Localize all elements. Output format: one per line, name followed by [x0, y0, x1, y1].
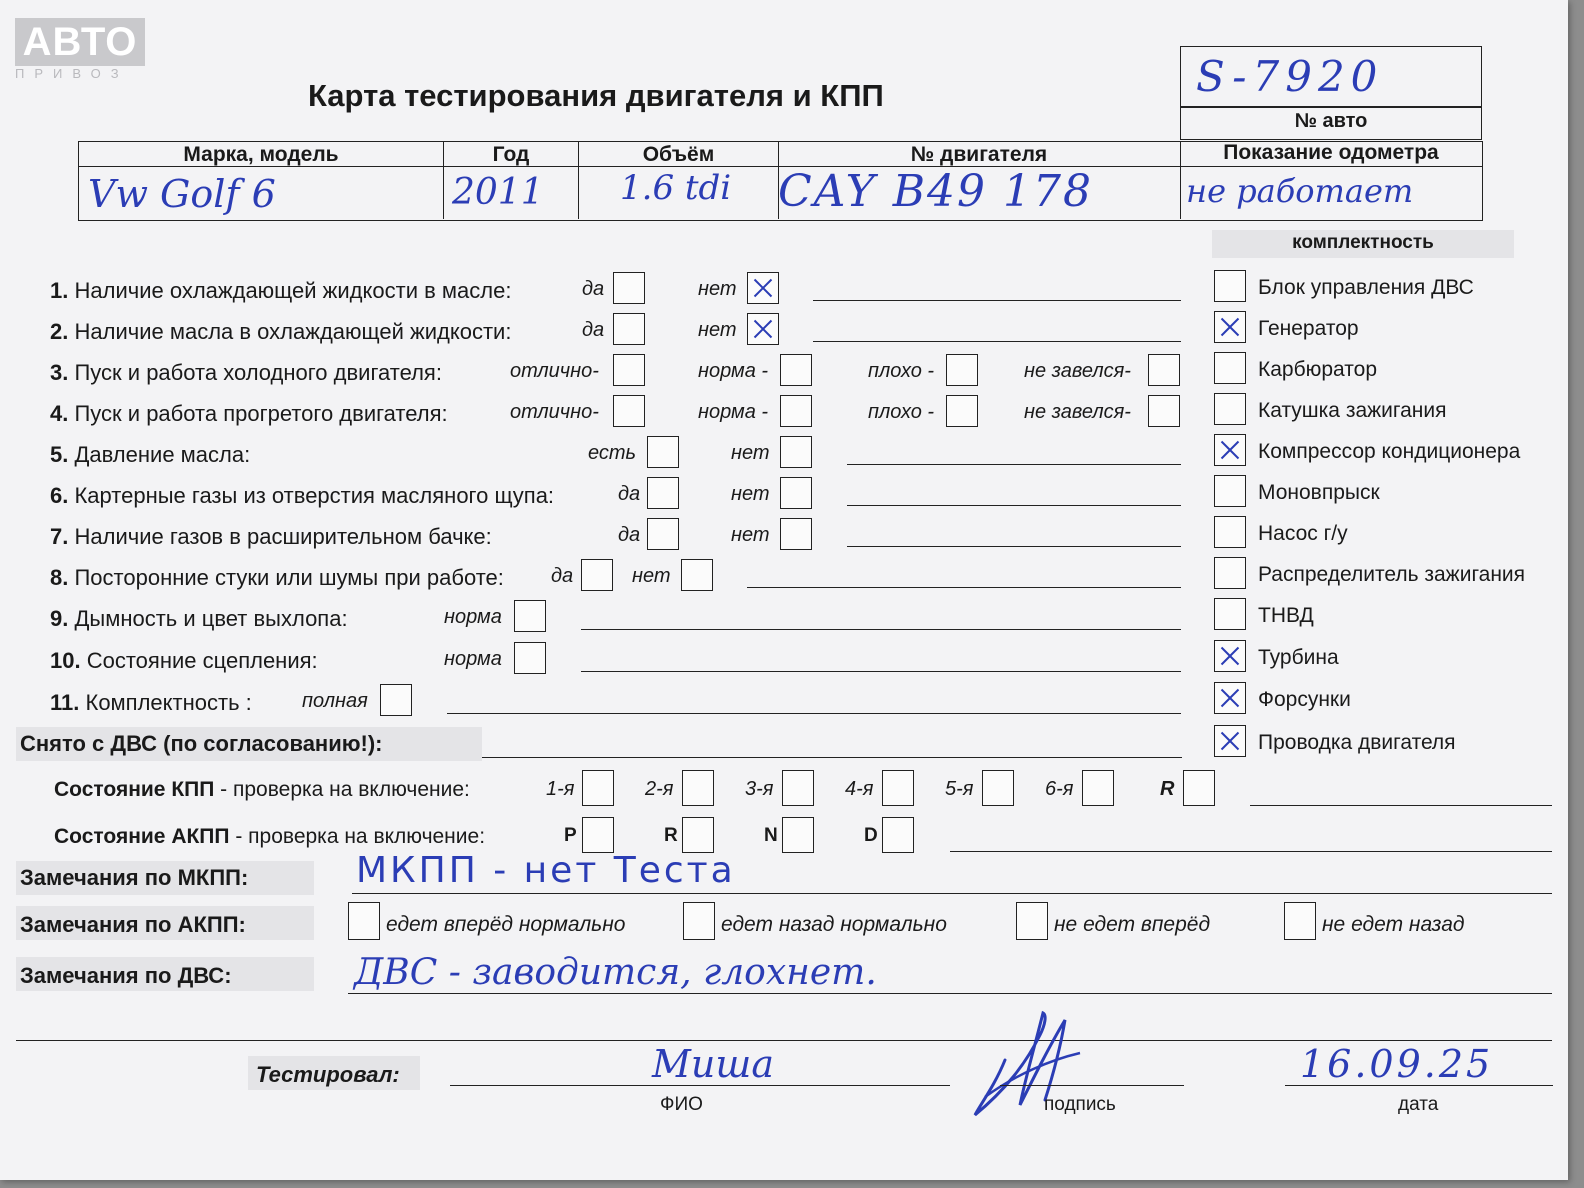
q8-da-checkbox[interactable]	[581, 559, 613, 591]
akpp-mode-r-label: R	[664, 825, 678, 846]
akpp-no-backward-label: не едет назад	[1322, 913, 1465, 936]
gear-r-label: R	[1160, 778, 1175, 800]
q6-net-checkbox[interactable]	[780, 477, 812, 509]
question-11: 11. Комплектность :	[50, 690, 252, 715]
option-not-started: не завелся-	[1024, 360, 1131, 382]
question-9: 9. Дымность и цвет выхлопа:	[50, 606, 348, 631]
gear-2-checkbox[interactable]	[682, 770, 714, 806]
dvs-remarks-label: Замечания по ДВС:	[20, 963, 232, 988]
option-norma: норма	[444, 648, 502, 670]
option-da: да	[618, 483, 641, 505]
q4-bad-checkbox[interactable]	[946, 395, 978, 427]
gear-1-label: 1-я	[546, 778, 575, 800]
q1-net-checkbox[interactable]	[747, 272, 779, 304]
q2-da-checkbox[interactable]	[613, 313, 645, 345]
dvs-remarks-value: ДВС - заводится, глохнет.	[354, 952, 877, 993]
year-value: 2011	[452, 172, 544, 213]
option-norma: норма	[444, 606, 502, 628]
question-8: 8. Посторонние стуки или шумы при работе:	[50, 565, 504, 590]
gear-3-label: 3-я	[745, 778, 774, 800]
option-net: нет	[632, 565, 671, 587]
option-full: полная	[302, 690, 368, 712]
option-da: да	[618, 524, 641, 546]
akpp-mode-n-label: N	[764, 825, 778, 846]
logo-subtitle: ПРИВОЗ	[15, 66, 129, 81]
gear-3-checkbox[interactable]	[782, 770, 814, 806]
make-value: Vw Golf 6	[88, 172, 276, 216]
q9-norma-checkbox[interactable]	[514, 600, 546, 632]
q5-net-checkbox[interactable]	[780, 436, 812, 468]
q1-da-checkbox[interactable]	[613, 272, 645, 304]
question-2: 2. Наличие масла в охлаждающей жидкости:	[50, 319, 512, 344]
kit-item-1: Блок управления ДВС	[1258, 276, 1474, 299]
akpp-label: Состояние АКПП - проверка на включение:	[54, 825, 486, 848]
q4-excellent-checkbox[interactable]	[613, 395, 645, 427]
q8-net-checkbox[interactable]	[681, 559, 713, 591]
gear-1-checkbox[interactable]	[582, 770, 614, 806]
option-da: да	[551, 565, 574, 587]
q7-da-checkbox[interactable]	[647, 518, 679, 550]
gear-6-label: 6-я	[1045, 778, 1074, 800]
akpp-mode-r-checkbox[interactable]	[682, 817, 714, 853]
question-1: 1. Наличие охлаждающей жидкости в масле:	[50, 278, 512, 303]
kit-checkbox-6[interactable]	[1214, 475, 1246, 507]
akpp-mode-d-label: D	[864, 825, 878, 846]
odometer-value: не работает	[1186, 172, 1414, 210]
akpp-forward-ok-label: едет вперёд нормально	[386, 913, 626, 936]
akpp-no-forward-label: не едет вперёд	[1054, 913, 1211, 936]
q3-bad-checkbox[interactable]	[946, 354, 978, 386]
q3-not-started-checkbox[interactable]	[1148, 354, 1180, 386]
kit-title: комплектность	[1292, 232, 1434, 253]
kit-item-9: ТНВД	[1258, 604, 1314, 627]
question-4: 4. Пуск и работа прогретого двигателя:	[50, 401, 448, 426]
option-normal: норма -	[698, 401, 769, 423]
option-normal: норма -	[698, 360, 769, 382]
q6-da-checkbox[interactable]	[647, 477, 679, 509]
question-6: 6. Картерные газы из отверстия масляного щупа:	[50, 483, 555, 508]
akpp-no-backward-checkbox[interactable]	[1284, 902, 1316, 940]
gear-5-label: 5-я	[945, 778, 974, 800]
question-5: 5. Давление масла:	[50, 442, 251, 467]
page-title: Карта тестирования двигателя и КПП	[308, 78, 884, 113]
date-caption: дата	[1398, 1094, 1439, 1115]
volume-label: Объём	[642, 143, 715, 166]
option-net: нет	[698, 319, 737, 341]
q7-net-checkbox[interactable]	[780, 518, 812, 550]
kit-item-7: Насос г/у	[1258, 522, 1348, 545]
kit-checkbox-9[interactable]	[1214, 598, 1246, 630]
mkpp-remarks-label: Замечания по МКПП:	[20, 865, 249, 890]
gear-2-label: 2-я	[645, 778, 674, 800]
odometer-label: Показание одометра	[1223, 141, 1439, 164]
option-net: нет	[698, 278, 737, 300]
kit-item-4: Катушка зажигания	[1258, 399, 1447, 422]
kit-checkbox-2[interactable]	[1214, 311, 1246, 343]
q11-full-checkbox[interactable]	[380, 684, 412, 716]
make-label: Марка, модель	[183, 143, 339, 166]
kit-checkbox-4[interactable]	[1214, 393, 1246, 425]
kit-item-6: Моновпрыск	[1258, 481, 1380, 504]
option-da: да	[582, 319, 605, 341]
option-bad: плохо -	[868, 360, 935, 382]
gear-r-checkbox[interactable]	[1183, 770, 1215, 806]
question-3: 3. Пуск и работа холодного двигателя:	[50, 360, 442, 385]
kit-item-12: Проводка двигателя	[1258, 731, 1456, 754]
kit-item-8: Распределитель зажигания	[1258, 563, 1526, 586]
car-number-value: S-7920	[1196, 52, 1384, 101]
kit-checkbox-11[interactable]	[1214, 682, 1246, 714]
kpp-label: Состояние КПП - проверка на включение:	[54, 778, 470, 801]
gear-6-checkbox[interactable]	[1082, 770, 1114, 806]
gear-4-label: 4-я	[845, 778, 874, 800]
option-net: нет	[731, 442, 770, 464]
q3-normal-checkbox[interactable]	[780, 354, 812, 386]
option-est: есть	[588, 442, 637, 464]
kit-checkbox-3[interactable]	[1214, 352, 1246, 384]
question-7: 7. Наличие газов в расширительном бачке:	[50, 524, 492, 549]
volume-value: 1.6 tdi	[620, 168, 732, 208]
mkpp-remarks-value: МКПП - нет Теста	[356, 850, 736, 891]
q4-normal-checkbox[interactable]	[780, 395, 812, 427]
akpp-forward-ok-checkbox[interactable]	[348, 902, 380, 940]
signature-caption: подпись	[1044, 1094, 1116, 1115]
engine-number-value: CAY B49 178	[778, 166, 1093, 217]
akpp-backward-ok-label: едет назад нормально	[721, 913, 947, 936]
kit-item-10: Турбина	[1258, 646, 1339, 669]
option-not-started: не завелся-	[1024, 401, 1131, 423]
option-net: нет	[731, 524, 770, 546]
q2-net-checkbox[interactable]	[747, 313, 779, 345]
option-da: да	[582, 278, 605, 300]
q4-not-started-checkbox[interactable]	[1148, 395, 1180, 427]
option-excellent: отлично-	[510, 360, 599, 382]
car-number-label: № авто	[1294, 110, 1368, 132]
kit-checkbox-7[interactable]	[1214, 516, 1246, 548]
akpp-mode-d-checkbox[interactable]	[882, 817, 914, 853]
akpp-backward-ok-checkbox[interactable]	[683, 902, 715, 940]
option-bad: плохо -	[868, 401, 935, 423]
name-caption: ФИО	[660, 1094, 703, 1115]
removed-label: Снято с ДВС (по согласованию!):	[20, 731, 383, 756]
akpp-mode-p-label: P	[564, 825, 577, 846]
option-excellent: отлично-	[510, 401, 599, 423]
akpp-no-forward-checkbox[interactable]	[1016, 902, 1048, 940]
gear-4-checkbox[interactable]	[882, 770, 914, 806]
q5-est-checkbox[interactable]	[647, 436, 679, 468]
kit-item-5: Компрессор кондиционера	[1258, 440, 1521, 463]
logo: АВТО	[15, 18, 145, 66]
year-label: Год	[492, 143, 530, 166]
kit-checkbox-8[interactable]	[1214, 557, 1246, 589]
akpp-mode-n-checkbox[interactable]	[782, 817, 814, 853]
kit-item-3: Карбюратор	[1258, 358, 1378, 381]
q3-excellent-checkbox[interactable]	[613, 354, 645, 386]
kit-checkbox-1[interactable]	[1214, 270, 1246, 302]
date-value: 16.09.25	[1300, 1042, 1494, 1086]
akpp-remarks-label: Замечания по АКПП:	[20, 912, 246, 937]
gear-5-checkbox[interactable]	[982, 770, 1014, 806]
akpp-mode-p-checkbox[interactable]	[582, 817, 614, 853]
kit-checkbox-10[interactable]	[1214, 640, 1246, 672]
q10-norma-checkbox[interactable]	[514, 642, 546, 674]
question-10: 10. Состояние сцепления:	[50, 648, 318, 673]
kit-checkbox-5[interactable]	[1214, 434, 1246, 466]
tester-name-value: Миша	[652, 1042, 775, 1086]
tested-by-label: Тестировал:	[256, 1062, 400, 1087]
kit-item-11: Форсунки	[1258, 688, 1351, 711]
kit-checkbox-12[interactable]	[1214, 725, 1246, 757]
engine-number-label: № двигателя	[910, 143, 1048, 166]
kit-item-2: Генератор	[1258, 317, 1359, 340]
option-net: нет	[731, 483, 770, 505]
